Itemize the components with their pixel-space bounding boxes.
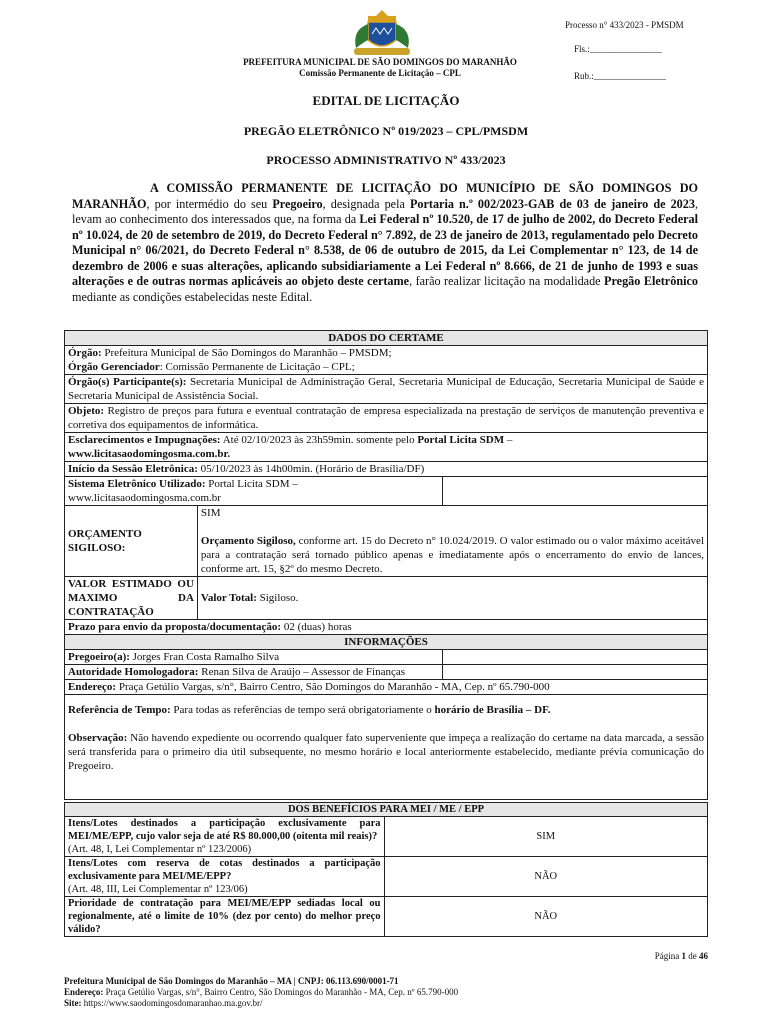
fls-field: Fls.:________________ xyxy=(574,44,662,54)
endereco-row xyxy=(65,680,708,695)
intro-commission: A COMISSÃO PERMANENTE DE LICITAÇÃO DO MUNICÍPIO DE SÃO DOMINGOS DO MARANHÃO xyxy=(72,181,698,211)
sistema-label: Sistema Eletrônico Utilizado: xyxy=(68,478,206,490)
certame-title: DADOS DO CERTAME xyxy=(65,331,708,346)
beneficio-question: Itens/Lotes destinados a participação exclusivamente para MEI/ME/EPP, cujo valor seja de até R$ 80.000,00 (oitenta mil reais)? xyxy=(68,818,381,842)
prazo-label: Prazo para envio da proposta/documentação: xyxy=(68,621,282,633)
portal-label: Portal Licita SDM xyxy=(417,434,505,446)
valor-total-label: Valor Total: xyxy=(200,592,257,604)
intro-legislation: Lei Federal nº 10.520, de 17 de julho de 2002, do Decreto Federal nº 10.024, de 20 de setembro de 2019, do Decreto Federal n° 7.892, de 23 de janeiro de 2013, regulamentado pelo Decreto Municipal n° 06/2021, do Decreto Federal n° 8.538, de 06 de outubro de 2015, da Lei Complementar n° 123, de 14 de dezembro de 2006 e suas alterações, aplicando subsidiariamente a Lei Federal nº 8.666, de 21 de junho de 1993 e suas alterações e de outras normas aplicáveis ao objeto deste certame xyxy=(72,212,698,288)
autoridade-row xyxy=(65,665,443,680)
gerenciador-label: Órgão Gerenciador xyxy=(68,361,160,373)
objeto-value: Registro de preços para futura e eventual contratação de empresa especializada na prestação de serviços de manutenção preventiva e corretiva dos equipamentos de informática. xyxy=(68,405,704,431)
beneficio-question: Itens/Lotes com reserva de cotas destinados a participação exclusivamente para MEI/ME/EPP? xyxy=(68,858,381,882)
beneficios-table xyxy=(64,802,708,937)
inicio-value: 05/10/2023 às 14h00min. (Horário de Brasília/DF) xyxy=(197,463,425,475)
beneficio-row xyxy=(65,857,385,897)
portal-dash: – xyxy=(504,434,513,446)
intro-pregoeiro: Pregoeiro xyxy=(272,196,323,211)
referencia-bold: horário de Brasília – DF. xyxy=(434,704,551,716)
intro-portaria: Portaria n.º 002/2023-GAB de 03 de janeiro de 2023 xyxy=(409,196,695,211)
page-number xyxy=(580,951,708,961)
process-reference: Processo n° 433/2023 - PMSDM xyxy=(565,20,684,30)
orcamento-value-cell xyxy=(197,506,707,577)
inicio-label: Início da Sessão Eletrônica: xyxy=(68,463,198,475)
endereco-label: Endereço: xyxy=(68,681,117,693)
beneficio-ref: (Art. 48, I, Lei Complementar nº 123/2006) xyxy=(68,844,252,855)
observacao-value: Não havendo expediente ou ocorrendo qualquer fato superveniente que impeça a realização do certame na data marcada, a sessão será transferida para o primeiro dia útil subsequente, no mesmo horário e local anteriormente estabelecido, mediante prévia comunicação do Pregoeiro. xyxy=(68,732,704,772)
footer-address-label: Endereço: xyxy=(64,987,104,997)
pregoeiro-label: Pregoeiro(a): xyxy=(68,651,130,663)
intro-text-4: , farão realizar licitação na modalidade xyxy=(409,274,605,288)
sistema-value: Portal Licita SDM – www.licitasaodomingosma.com.br xyxy=(68,478,298,504)
beneficio-answer: SIM xyxy=(384,817,707,857)
objeto-label: Objeto: xyxy=(68,405,105,417)
certame-table xyxy=(64,330,708,800)
referencia-label: Referência de Tempo: xyxy=(68,704,171,716)
referencia-value: Para todas as referências de tempo será obrigatoriamente o xyxy=(170,704,435,716)
footer-site-link[interactable]: https://www.saodomingosdomaranhao.ma.gov.br/ xyxy=(81,998,263,1008)
footer xyxy=(64,976,708,1009)
beneficio-row xyxy=(65,897,385,937)
beneficio-question: Prioridade de contratação para MEI/ME/EPP sediadas local ou regionalmente, até o limite de 10% (dez por cento) do melhor preço válido? xyxy=(68,898,381,935)
observacao-label: Observação: xyxy=(68,732,128,744)
participantes-value: Secretaria Municipal de Administração Geral, Secretaria Municipal de Educação, Secretaria Municipal de Saúde e Secretaria Municipal de Assistência Social. xyxy=(68,376,704,402)
footer-org-line: Prefeitura Municipal de São Domingos do Maranhão – MA | CNPJ: 06.113.690/0001-71 xyxy=(64,976,399,986)
beneficios-title: DOS BENEFÍCIOS PARA MEI / ME / EPP xyxy=(65,803,708,817)
beneficio-answer: NÃO xyxy=(384,857,707,897)
orgao-label: Órgão: xyxy=(68,347,102,359)
participantes-row xyxy=(65,375,708,404)
participantes-label: Órgão(s) Participante(s): xyxy=(68,376,187,388)
intro-paragraph xyxy=(72,181,698,305)
pregoeiro-value: Jorges Fran Costa Ramalho Silva xyxy=(129,651,280,663)
autoridade-label: Autoridade Homologadora: xyxy=(68,666,199,678)
sistema-row xyxy=(65,477,443,506)
page-total: 46 xyxy=(699,951,708,961)
endereco-value: Praça Getúlio Vargas, s/n°, Bairro Centro, São Domingos do Maranhão - MA, Cep. nº 65.790-000 xyxy=(116,681,550,693)
orgao-value: Prefeitura Municipal de São Domingos do Maranhão – PMSDM; xyxy=(101,347,392,359)
esclarecimentos-row xyxy=(65,433,708,462)
prazo-row xyxy=(65,620,708,635)
referencia-row xyxy=(65,695,708,800)
valor-value-cell xyxy=(197,577,707,620)
intro-text-2: , designada pela xyxy=(322,196,410,211)
valor-label-cell xyxy=(65,577,198,620)
inicio-row xyxy=(65,462,708,477)
rub-field: Rub.:________________ xyxy=(574,71,666,81)
orcamento-label-cell xyxy=(65,506,198,577)
page-middle: de xyxy=(686,951,699,961)
valor-label: VALOR ESTIMADO OU MAXIMO DA CONTRATAÇÃO xyxy=(68,578,194,618)
beneficio-row xyxy=(65,817,385,857)
footer-address-value: Praça Getúlio Vargas, s/n°, Bairro Centro, São Domingos do Maranhão - MA, Cep. nº 65.790-000 xyxy=(103,987,459,997)
autoridade-value: Renan Silva de Araújo – Assessor de Finanças xyxy=(198,666,406,678)
intro-text-1: , por intermédio do seu xyxy=(146,196,273,211)
org-name: PREFEITURA MUNICIPAL DE SÃO DOMINGOS DO MARANHÃO xyxy=(243,57,517,67)
intro-modalidade: Pregão Eletrônico xyxy=(604,274,698,288)
footer-site xyxy=(64,998,708,1009)
valor-total-value: Sigiloso. xyxy=(256,592,299,604)
footer-address xyxy=(64,987,708,998)
processo-title: PROCESSO ADMINISTRATIVO Nº 433/2023 xyxy=(266,153,506,167)
intro-text-3: , levam ao conhecimento dos interessados que, na forma da xyxy=(72,196,698,226)
portal-site: www.licitasaodomingosma.com.br. xyxy=(68,448,231,460)
page-current: 1 xyxy=(681,951,686,961)
pregoeiro-row xyxy=(65,650,443,665)
footer-site-label: Site: xyxy=(64,998,82,1008)
prazo-value: 02 (duas) horas xyxy=(281,621,352,633)
orcamento-text: conforme art. 15 do Decreto n° 10.024/2019. O valor estimado ou o valor máximo aceitável para a contratação será tornado público apenas e imediatamente após o encerramento do envio de lances, conforme art. 15, §2º do mesmo Decreto. xyxy=(200,535,704,575)
beneficio-ref: (Art. 48, III, Lei Complementar nº 123/06) xyxy=(68,884,248,895)
esclarecimentos-value: Até 02/10/2023 às 23h59min. somente pelo xyxy=(220,434,418,446)
orcamento-sim: SIM xyxy=(200,507,221,519)
pregao-title: PREGÃO ELETRÔNICO Nº 019/2023 – CPL/PMSDM xyxy=(243,124,529,138)
org-subtitle: Comissão Permanente de Licitação – CPL xyxy=(299,68,461,78)
esclarecimentos-label: Esclarecimentos e Impugnações: xyxy=(68,434,221,446)
objeto-row xyxy=(65,404,708,433)
coat-of-arms-logo xyxy=(346,8,418,60)
orcamento-label: ORÇAMENTO SIGILOSO: xyxy=(68,528,142,554)
orgao-row xyxy=(65,346,708,375)
page-prefix: Página xyxy=(654,951,682,961)
intro-text-5: mediante as condições estabelecidas neste Edital. xyxy=(72,289,313,304)
beneficio-answer: NÃO xyxy=(384,897,707,937)
edital-title: EDITAL DE LICITAÇÃO xyxy=(312,93,460,108)
informacoes-title: INFORMAÇÕES xyxy=(65,635,708,650)
gerenciador-value: : Comissão Permanente de Licitação – CPL; xyxy=(159,361,355,373)
orcamento-bold: Orçamento Sigiloso, xyxy=(200,535,296,547)
